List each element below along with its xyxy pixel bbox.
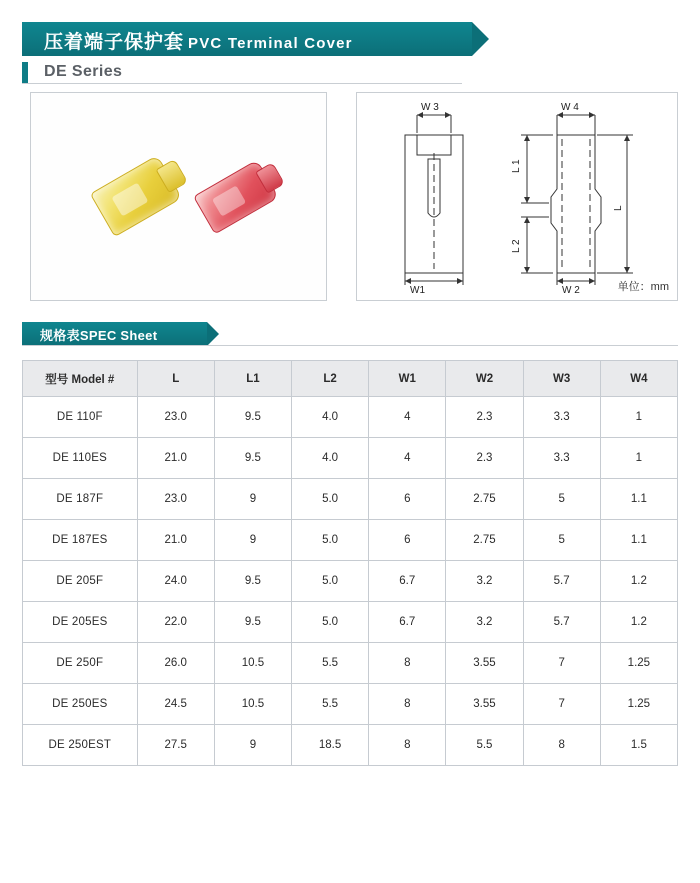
cell-w2: 3.55 bbox=[446, 684, 523, 725]
cell-l: 21.0 bbox=[137, 438, 214, 479]
cell-l1: 9 bbox=[214, 725, 291, 766]
col-header-w2: W2 bbox=[446, 361, 523, 397]
cell-l1: 9.5 bbox=[214, 561, 291, 602]
cell-l: 23.0 bbox=[137, 479, 214, 520]
cell-w1: 4 bbox=[369, 438, 446, 479]
cell-w4: 1.1 bbox=[600, 479, 677, 520]
cell-w3: 8 bbox=[523, 725, 600, 766]
cell-l2: 5.5 bbox=[292, 643, 369, 684]
cell-w2: 5.5 bbox=[446, 725, 523, 766]
cell-w1: 6.7 bbox=[369, 561, 446, 602]
cell-l: 22.0 bbox=[137, 602, 214, 643]
dim-label-l1: L 1 bbox=[511, 159, 522, 173]
cell-w4: 1.2 bbox=[600, 561, 677, 602]
cell-w4: 1.25 bbox=[600, 643, 677, 684]
table-row bbox=[23, 397, 678, 438]
dim-label-l: L bbox=[613, 205, 624, 211]
cell-l: 23.0 bbox=[137, 397, 214, 438]
spec-header-label bbox=[40, 325, 157, 344]
cell-l2: 5.5 bbox=[292, 684, 369, 725]
cell-w4: 1.1 bbox=[600, 520, 677, 561]
cell-l1: 10.5 bbox=[214, 684, 291, 725]
cell-w2: 2.75 bbox=[446, 479, 523, 520]
cell-w1: 8 bbox=[369, 725, 446, 766]
cell-model: DE 110F bbox=[23, 397, 138, 438]
cell-l2: 5.0 bbox=[292, 602, 369, 643]
cell-w3: 3.3 bbox=[523, 438, 600, 479]
page-title-en: PVC Terminal Cover bbox=[188, 35, 353, 52]
spec-heading-en: SPEC Sheet bbox=[79, 328, 158, 343]
table-row bbox=[23, 602, 678, 643]
red-terminal-cover-icon bbox=[193, 159, 279, 234]
spec-heading-cn: 规格表 bbox=[40, 328, 80, 343]
cell-l: 24.0 bbox=[137, 561, 214, 602]
page-title-cn: 压着端子保护套 bbox=[44, 32, 185, 53]
cell-l2: 18.5 bbox=[292, 725, 369, 766]
cell-l2: 4.0 bbox=[292, 397, 369, 438]
cell-model: DE 187F bbox=[23, 479, 138, 520]
spec-header-divider bbox=[22, 345, 678, 346]
cell-l1: 9 bbox=[214, 479, 291, 520]
cell-w1: 8 bbox=[369, 684, 446, 725]
cell-l: 27.5 bbox=[137, 725, 214, 766]
dimension-drawing-svg bbox=[357, 93, 677, 300]
spec-table bbox=[22, 360, 678, 766]
cell-w1: 4 bbox=[369, 397, 446, 438]
cell-model: DE 205ES bbox=[23, 602, 138, 643]
cell-l: 24.5 bbox=[137, 684, 214, 725]
table-row bbox=[23, 643, 678, 684]
cell-w1: 6 bbox=[369, 479, 446, 520]
red-cover-tip bbox=[255, 162, 285, 194]
unit-note: 单位：mm bbox=[617, 281, 669, 293]
dim-label-w3: W 3 bbox=[421, 102, 439, 113]
series-divider bbox=[22, 83, 462, 84]
cell-l1: 10.5 bbox=[214, 643, 291, 684]
cell-w2: 2.3 bbox=[446, 397, 523, 438]
cell-w3: 7 bbox=[523, 684, 600, 725]
cell-w3: 5.7 bbox=[523, 602, 600, 643]
cell-l1: 9.5 bbox=[214, 438, 291, 479]
cell-model: DE 250EST bbox=[23, 725, 138, 766]
cell-l1: 9 bbox=[214, 520, 291, 561]
page-header bbox=[0, 22, 700, 84]
cell-l: 21.0 bbox=[137, 520, 214, 561]
table-header-row bbox=[23, 361, 678, 397]
table-row bbox=[23, 561, 678, 602]
cell-l2: 5.0 bbox=[292, 561, 369, 602]
cell-model: DE 250ES bbox=[23, 684, 138, 725]
dim-label-l2: L 2 bbox=[511, 239, 522, 253]
table-row bbox=[23, 520, 678, 561]
cell-w1: 6.7 bbox=[369, 602, 446, 643]
series-label: DE Series bbox=[44, 63, 123, 80]
dim-label-w1: W1 bbox=[410, 285, 425, 296]
yellow-terminal-cover-icon bbox=[90, 155, 183, 237]
cell-w1: 6 bbox=[369, 520, 446, 561]
cell-w4: 1.2 bbox=[600, 602, 677, 643]
cell-w1: 8 bbox=[369, 643, 446, 684]
table-row bbox=[23, 684, 678, 725]
cell-model: DE 187ES bbox=[23, 520, 138, 561]
col-header-w4: W4 bbox=[600, 361, 677, 397]
cell-w4: 1.5 bbox=[600, 725, 677, 766]
cell-model: DE 110ES bbox=[23, 438, 138, 479]
cell-w3: 7 bbox=[523, 643, 600, 684]
cell-w2: 3.55 bbox=[446, 643, 523, 684]
spec-section-header bbox=[22, 322, 678, 346]
cell-l2: 5.0 bbox=[292, 479, 369, 520]
cell-w3: 5 bbox=[523, 520, 600, 561]
yellow-cover-tip bbox=[155, 159, 188, 193]
series-accent-bar bbox=[22, 62, 28, 84]
col-header-l1: L1 bbox=[214, 361, 291, 397]
col-header-w1: W1 bbox=[369, 361, 446, 397]
cell-model: DE 205F bbox=[23, 561, 138, 602]
table-row bbox=[23, 725, 678, 766]
cell-w2: 3.2 bbox=[446, 561, 523, 602]
page-title bbox=[44, 27, 353, 54]
cell-w4: 1 bbox=[600, 438, 677, 479]
cell-w3: 5.7 bbox=[523, 561, 600, 602]
product-photo bbox=[30, 92, 327, 301]
figures-row bbox=[22, 92, 678, 308]
dimension-drawing bbox=[356, 92, 678, 301]
dim-label-w2: W 2 bbox=[562, 285, 580, 296]
red-cover-slot bbox=[212, 185, 246, 216]
col-header-l: L bbox=[137, 361, 214, 397]
col-header-model: 型号 Model # bbox=[23, 361, 138, 397]
dim-label-w4: W 4 bbox=[561, 102, 579, 113]
cell-w2: 2.75 bbox=[446, 520, 523, 561]
cell-w4: 1 bbox=[600, 397, 677, 438]
cell-w4: 1.25 bbox=[600, 684, 677, 725]
cell-w2: 2.3 bbox=[446, 438, 523, 479]
series-subheader bbox=[22, 62, 462, 84]
cell-model: DE 250F bbox=[23, 643, 138, 684]
table-row bbox=[23, 479, 678, 520]
yellow-cover-slot bbox=[111, 182, 148, 216]
cell-l1: 9.5 bbox=[214, 602, 291, 643]
cell-w3: 5 bbox=[523, 479, 600, 520]
cell-w3: 3.3 bbox=[523, 397, 600, 438]
col-header-l2: L2 bbox=[292, 361, 369, 397]
cell-l: 26.0 bbox=[137, 643, 214, 684]
cell-w2: 3.2 bbox=[446, 602, 523, 643]
spec-table-wrapper bbox=[22, 360, 678, 766]
cell-l2: 4.0 bbox=[292, 438, 369, 479]
table-row bbox=[23, 438, 678, 479]
col-header-w3: W3 bbox=[523, 361, 600, 397]
cell-l1: 9.5 bbox=[214, 397, 291, 438]
cell-l2: 5.0 bbox=[292, 520, 369, 561]
